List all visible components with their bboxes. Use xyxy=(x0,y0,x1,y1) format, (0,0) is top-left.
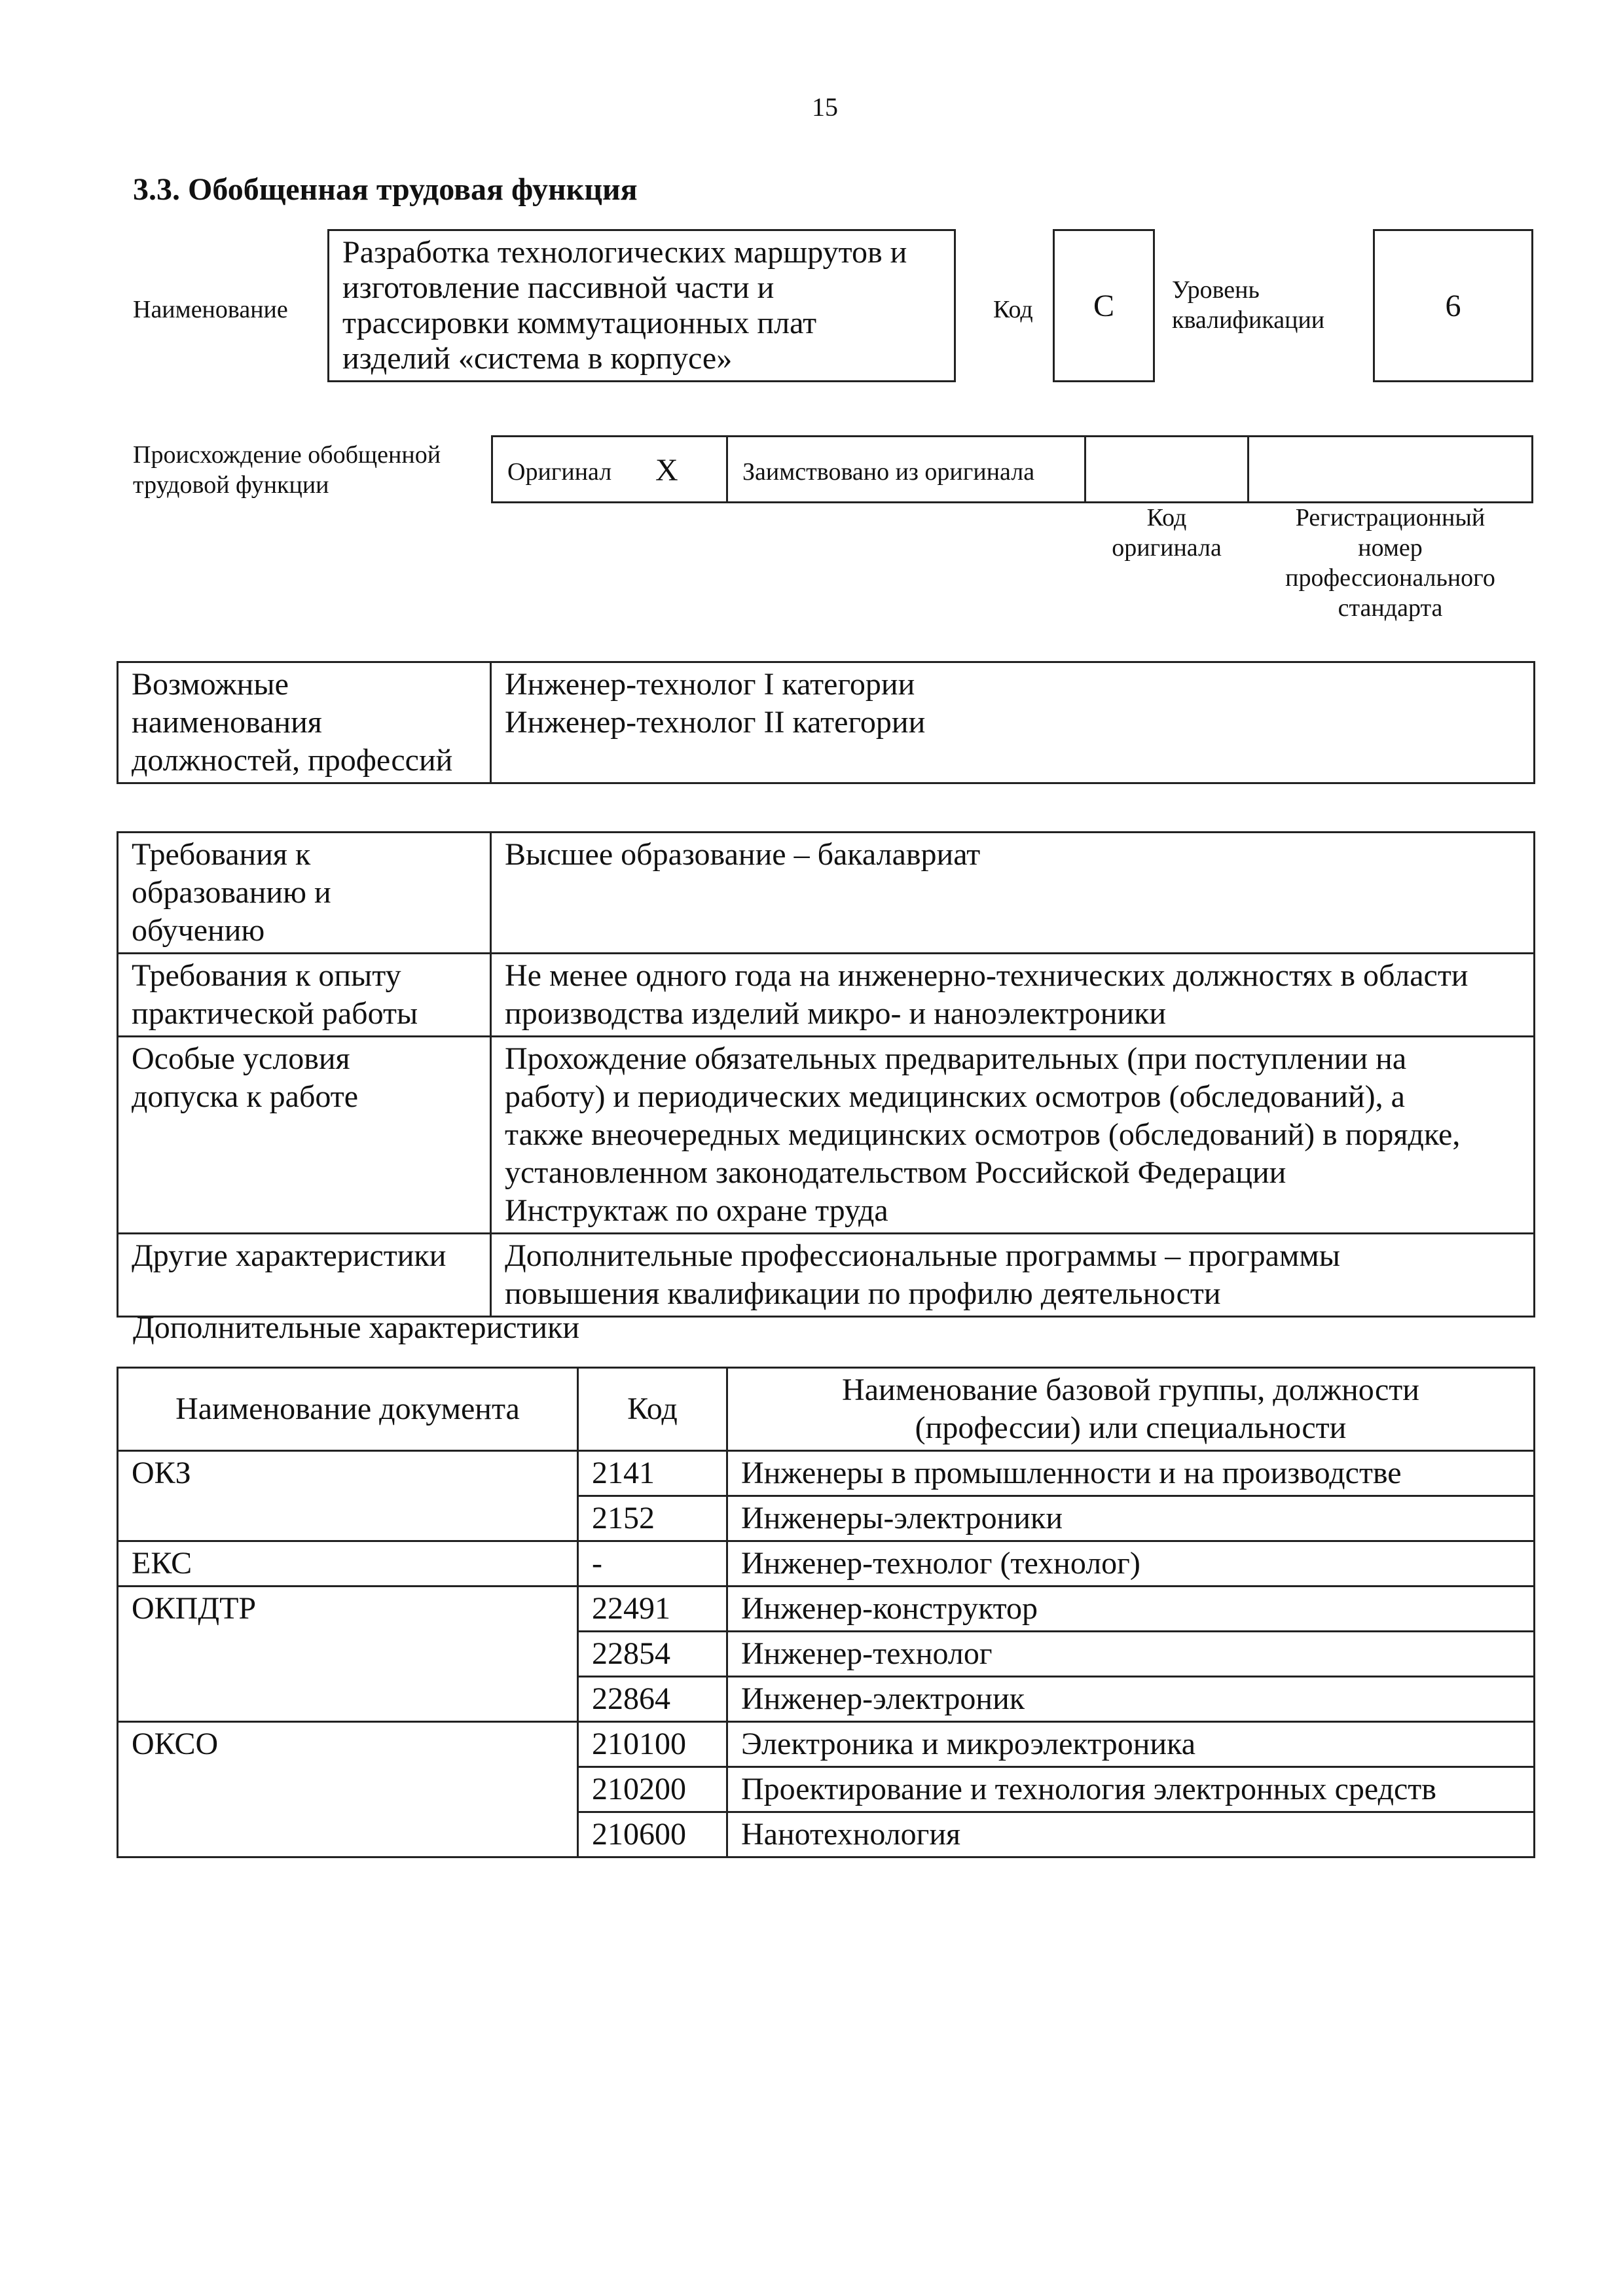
requirement-value: Дополнительные профессиональные программы – программы повышения квалификации по профилю деятельности xyxy=(491,1234,1535,1317)
positions-row xyxy=(118,662,1535,783)
positions-value: Инженер-технолог I категории Инженер-технолог II категории xyxy=(491,662,1535,783)
requirement-row xyxy=(118,1234,1535,1317)
requirement-value: Прохождение обязательных предварительных (при поступлении на работу) и периодических медицинских осмотров (обследований), а также внеочередных медицинских осмотров (обследований) в порядке, установленном законодательством Российской Федерации Инструктаж по охране труда xyxy=(491,1037,1535,1234)
col-name-header: Наименование базовой группы, должности (профессии) или специальности xyxy=(727,1368,1535,1451)
doc-cell: ОКСО xyxy=(118,1722,578,1857)
name-cell: Инженер-электроник xyxy=(727,1677,1535,1722)
doc-cell: ОКЗ xyxy=(118,1451,578,1541)
col-doc-header: Наименование документа xyxy=(118,1368,578,1451)
code-cell: 2141 xyxy=(578,1451,727,1496)
code-cell: 22491 xyxy=(578,1587,727,1632)
table-row xyxy=(118,1451,1535,1496)
code-cell: 22854 xyxy=(578,1632,727,1677)
section-title: 3.3. Обобщенная трудовая функция xyxy=(133,172,638,207)
name-cell: Инженер-технолог (технолог) xyxy=(727,1541,1535,1587)
name-label: Наименование xyxy=(133,296,288,323)
name-cell: Электроника и микроэлектроника xyxy=(727,1722,1535,1767)
level-value-box xyxy=(1373,229,1533,382)
name-cell: Инженер-технолог xyxy=(727,1632,1535,1677)
table-row xyxy=(118,1541,1535,1587)
positions-table xyxy=(117,661,1535,784)
page-number: 15 xyxy=(812,92,838,122)
requirement-label: Другие характеристики xyxy=(118,1234,491,1317)
code-label: Код xyxy=(993,296,1033,323)
name-cell: Инженеры в промышленности и на производстве xyxy=(727,1451,1535,1496)
name-cell: Нанотехнология xyxy=(727,1812,1535,1857)
name-value: Разработка технологических маршрутов и изготовление пассивной части и трассировки коммутационных плат изделий «система в корпусе» xyxy=(342,235,907,376)
doc-cell: ЕКС xyxy=(118,1541,578,1587)
name-cell: Инженер-конструктор xyxy=(727,1587,1535,1632)
code-cell: 210200 xyxy=(578,1767,727,1812)
additional-header-row xyxy=(118,1368,1535,1451)
requirement-value: Не менее одного года на инженерно-технических должностях в области производства изделий микро- и наноэлектроники xyxy=(491,954,1535,1037)
requirement-value: Высшее образование – бакалавриат xyxy=(491,833,1535,954)
code-cell: 2152 xyxy=(578,1496,727,1541)
requirement-row xyxy=(118,954,1535,1037)
code-cell: 210100 xyxy=(578,1722,727,1767)
origin-reg-cell xyxy=(1247,435,1533,503)
requirement-label: Требования к опыту практической работы xyxy=(118,954,491,1037)
code-value: C xyxy=(1093,289,1114,323)
requirement-label: Особые условия допуска к работе xyxy=(118,1037,491,1234)
additional-title: Дополнительные характеристики xyxy=(133,1310,580,1345)
name-cell: Инженеры-электроники xyxy=(727,1496,1535,1541)
origin-code-caption: Код оригинала xyxy=(1112,504,1222,562)
doc-cell: ОКПДТР xyxy=(118,1587,578,1722)
code-cell: - xyxy=(578,1541,727,1587)
level-label: Уровень квалификации xyxy=(1172,276,1325,334)
additional-table xyxy=(117,1367,1535,1858)
origin-original-cell xyxy=(491,435,728,503)
col-code-header: Код xyxy=(578,1368,727,1451)
origin-reg-caption: Регистрационный номер профессионального стандарта xyxy=(1285,504,1495,622)
original-label: Оригинал xyxy=(507,458,612,486)
positions-label: Возможные наименования должностей, профессий xyxy=(118,662,491,783)
requirement-row xyxy=(118,833,1535,954)
requirements-table xyxy=(117,831,1535,1318)
table-row xyxy=(118,1722,1535,1767)
requirement-row xyxy=(118,1037,1535,1234)
level-value: 6 xyxy=(1445,289,1461,323)
name-value-box xyxy=(327,229,956,382)
origin-code-cell xyxy=(1084,435,1249,503)
code-cell: 210600 xyxy=(578,1812,727,1857)
code-value-box xyxy=(1053,229,1155,382)
code-cell: 22864 xyxy=(578,1677,727,1722)
borrowed-label: Заимствовано из оригинала xyxy=(742,458,1035,486)
origin-borrowed-cell xyxy=(726,435,1086,503)
table-row xyxy=(118,1587,1535,1632)
origin-label: Происхождение обобщенной трудовой функции xyxy=(133,441,441,499)
requirement-label: Требования к образованию и обучению xyxy=(118,833,491,954)
name-cell: Проектирование и технология электронных средств xyxy=(727,1767,1535,1812)
original-mark: X xyxy=(655,453,678,488)
